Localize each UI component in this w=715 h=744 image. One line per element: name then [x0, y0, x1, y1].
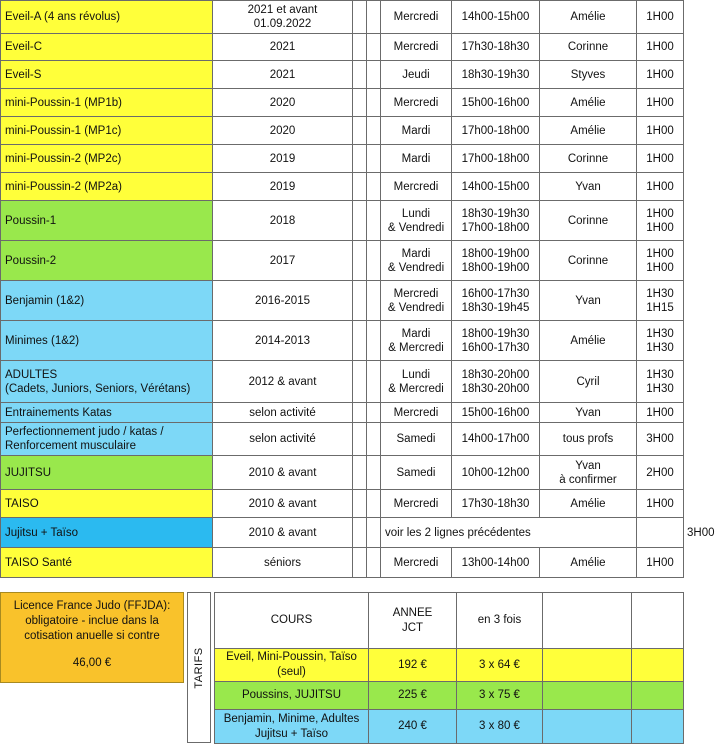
birth-years: 2019	[213, 173, 353, 201]
course-name: mini-Poussin-1 (MP1c)	[1, 117, 213, 145]
time-slot: 18h30-20h00 18h30-20h00	[452, 361, 540, 403]
schedule-row	[1, 34, 684, 61]
schedule-row	[1, 548, 684, 578]
empty-cell	[353, 241, 367, 281]
course-name: Benjamin (1&2)	[1, 281, 213, 321]
schedule-row	[1, 456, 684, 490]
empty-cell	[367, 321, 381, 361]
empty-cell	[367, 173, 381, 201]
empty-cell	[367, 145, 381, 173]
day: Mardi & Vendredi	[381, 241, 452, 281]
duration: 1H00	[637, 1, 684, 34]
schedule-row	[1, 173, 684, 201]
duration: 2H00	[637, 456, 684, 490]
day: Mercredi	[381, 173, 452, 201]
tarif-three-payments: 3 x 75 €	[457, 682, 543, 710]
schedule-row	[1, 490, 684, 518]
time-slot: 13h00-14h00	[452, 548, 540, 578]
empty-cell	[353, 173, 367, 201]
birth-years: 2018	[213, 201, 353, 241]
day: Mardi	[381, 117, 452, 145]
licence-text: Licence France Judo (FFJDA): obligatoire - inclue dans la cotisation anuelle si contre	[13, 600, 171, 642]
course-name: ADULTES (Cadets, Juniors, Seniors, Vérétans)	[1, 361, 213, 403]
day: Jeudi	[381, 61, 452, 89]
teacher: Corinne	[540, 201, 637, 241]
tarif-cours: Eveil, Mini-Poussin, Taïso (seul)	[215, 649, 369, 682]
empty-cell	[353, 321, 367, 361]
course-name: Eveil-A (4 ans révolus)	[1, 1, 213, 34]
empty-cell	[632, 710, 684, 744]
schedule-row	[1, 241, 684, 281]
empty-cell	[353, 117, 367, 145]
tarif-annee: 225 €	[369, 682, 457, 710]
course-name: Eveil-S	[1, 61, 213, 89]
empty-cell	[353, 89, 367, 117]
schedule-row	[1, 281, 684, 321]
empty-cell	[543, 710, 632, 744]
birth-years: 2020	[213, 89, 353, 117]
empty-cell	[353, 281, 367, 321]
tarif-row	[215, 710, 684, 744]
course-name: Entrainements Katas	[1, 403, 213, 423]
day: Mercredi	[381, 1, 452, 34]
empty-cell	[367, 281, 381, 321]
tarifs-empty-cell	[543, 593, 632, 649]
empty-cell	[367, 117, 381, 145]
duration: 1H00	[637, 61, 684, 89]
teacher: tous profs	[540, 423, 637, 456]
empty-cell	[353, 61, 367, 89]
empty-cell	[367, 241, 381, 281]
empty-cell	[353, 403, 367, 423]
licence-amount: 46,00 €	[72, 657, 112, 669]
empty-cell	[367, 361, 381, 403]
course-name: Jujitsu + Taïso	[1, 518, 213, 548]
day: Mercredi	[381, 548, 452, 578]
empty-cell	[367, 423, 381, 456]
duration: 1H00	[637, 145, 684, 173]
day: Mardi & Mercredi	[381, 321, 452, 361]
course-name: Minimes (1&2)	[1, 321, 213, 361]
empty-cell	[353, 490, 367, 518]
time-slot: 16h00-17h30 18h30-19h45	[452, 281, 540, 321]
duration: 1H00	[637, 548, 684, 578]
empty-cell	[367, 548, 381, 578]
teacher: Yvan à confirmer	[540, 456, 637, 490]
teacher: Amélie	[540, 89, 637, 117]
course-name: mini-Poussin-2 (MP2c)	[1, 145, 213, 173]
duration: 1H30 1H30	[637, 361, 684, 403]
empty-cell	[353, 34, 367, 61]
birth-years: 2021 et avant 01.09.2022	[213, 1, 353, 34]
teacher: Yvan	[540, 281, 637, 321]
empty-cell	[367, 518, 381, 548]
schedule-row	[1, 321, 684, 361]
time-slot: 18h30-19h30 17h00-18h00	[452, 201, 540, 241]
duration: 1H00	[637, 173, 684, 201]
teacher: Cyril	[540, 361, 637, 403]
empty-cell	[367, 89, 381, 117]
duration: 1H00	[637, 403, 684, 423]
day: Mercredi	[381, 403, 452, 423]
time-slot: 18h00-19h30 16h00-17h30	[452, 321, 540, 361]
tarifs-table	[214, 592, 684, 744]
day: Lundi & Vendredi	[381, 201, 452, 241]
course-name: mini-Poussin-1 (MP1b)	[1, 89, 213, 117]
course-name: TAISO	[1, 490, 213, 518]
teacher: Amélie	[540, 321, 637, 361]
tarif-annee: 240 €	[369, 710, 457, 744]
tarifs-header-three: en 3 fois	[457, 593, 543, 649]
tarif-three-payments: 3 x 80 €	[457, 710, 543, 744]
tarif-three-payments: 3 x 64 €	[457, 649, 543, 682]
day: Mardi	[381, 145, 452, 173]
duration: 1H00	[637, 490, 684, 518]
schedule-row	[1, 361, 684, 403]
teacher: Corinne	[540, 34, 637, 61]
empty-cell	[367, 1, 381, 34]
duration: 1H30 1H30	[637, 321, 684, 361]
course-name: TAISO Santé	[1, 548, 213, 578]
time-slot: 10h00-12h00	[452, 456, 540, 490]
course-name: Eveil-C	[1, 34, 213, 61]
duration: 1H00 1H00	[637, 241, 684, 281]
tarifs-header-cours: COURS	[215, 593, 369, 649]
duration: 1H00	[637, 117, 684, 145]
course-name: Poussin-2	[1, 241, 213, 281]
birth-years: 2016-2015	[213, 281, 353, 321]
tarif-row	[215, 649, 684, 682]
time-slot: 15h00-16h00	[452, 403, 540, 423]
birth-years: 2010 & avant	[213, 490, 353, 518]
tarifs-header-row	[215, 593, 684, 649]
empty-cell	[367, 403, 381, 423]
birth-years: 2021	[213, 61, 353, 89]
licence-box	[0, 592, 184, 683]
empty-cell	[353, 423, 367, 456]
tarifs-empty-cell	[632, 593, 684, 649]
schedule-row	[1, 1, 684, 34]
empty-cell	[367, 34, 381, 61]
course-name: mini-Poussin-2 (MP2a)	[1, 173, 213, 201]
teacher: Yvan	[540, 173, 637, 201]
birth-years: 2010 & avant	[213, 518, 353, 548]
time-slot: 17h00-18h00	[452, 145, 540, 173]
empty-cell	[543, 682, 632, 710]
empty-cell	[367, 61, 381, 89]
duration: 1H00 1H00	[637, 201, 684, 241]
schedule-row	[1, 403, 684, 423]
time-slot: 15h00-16h00	[452, 89, 540, 117]
duration: 1H00	[637, 34, 684, 61]
duration: 3H00	[637, 423, 684, 456]
teacher: Yvan	[540, 403, 637, 423]
time-slot: 17h00-18h00	[452, 117, 540, 145]
day: Samedi	[381, 423, 452, 456]
duration: 1H00	[637, 89, 684, 117]
course-name: JUJITSU	[1, 456, 213, 490]
teacher: Corinne	[540, 241, 637, 281]
tarif-cours: Poussins, JUJITSU	[215, 682, 369, 710]
teacher: Amélie	[540, 117, 637, 145]
birth-years: 2012 & avant	[213, 361, 353, 403]
merged-note: voir les 2 lignes précédentes	[381, 518, 637, 548]
duration: 1H30 1H15	[637, 281, 684, 321]
schedule-row	[1, 89, 684, 117]
schedule-row: Jujitsu + Taïso 2010 & avant voir les 2 lignes précédentes 3H00	[1, 518, 684, 548]
birth-years: selon activité	[213, 423, 353, 456]
day: Mercredi	[381, 490, 452, 518]
birth-years: 2014-2013	[213, 321, 353, 361]
empty-cell	[632, 649, 684, 682]
schedule-row	[1, 61, 684, 89]
teacher: Corinne	[540, 145, 637, 173]
birth-years: séniors	[213, 548, 353, 578]
day: Mercredi & Vendredi	[381, 281, 452, 321]
teacher: Amélie	[540, 548, 637, 578]
time-slot: 14h00-15h00	[452, 1, 540, 34]
empty-cell	[353, 201, 367, 241]
teacher: Styves	[540, 61, 637, 89]
time-slot: 18h00-19h00 18h00-19h00	[452, 241, 540, 281]
birth-years: 2020	[213, 117, 353, 145]
empty-cell	[637, 518, 684, 548]
schedule-row	[1, 117, 684, 145]
empty-cell	[632, 682, 684, 710]
day: Lundi & Mercredi	[381, 361, 452, 403]
tarifs-header-annee: ANNEE JCT	[369, 593, 457, 649]
empty-cell	[367, 490, 381, 518]
empty-cell	[353, 145, 367, 173]
birth-years: 2017	[213, 241, 353, 281]
birth-years: 2019	[213, 145, 353, 173]
day: Mercredi	[381, 89, 452, 117]
day: Mercredi	[381, 34, 452, 61]
time-slot: 18h30-19h30	[452, 61, 540, 89]
birth-years: selon activité	[213, 403, 353, 423]
schedule-row	[1, 423, 684, 456]
birth-years: 2021	[213, 34, 353, 61]
empty-cell	[353, 1, 367, 34]
empty-cell	[353, 456, 367, 490]
tarif-row	[215, 682, 684, 710]
empty-cell	[543, 649, 632, 682]
tarif-annee: 192 €	[369, 649, 457, 682]
day: Samedi	[381, 456, 452, 490]
tarifs-side-label	[187, 592, 211, 743]
birth-years: 2010 & avant	[213, 456, 353, 490]
course-name: Perfectionnement judo / katas / Renforcement musculaire	[1, 423, 213, 456]
time-slot: 17h30-18h30	[452, 490, 540, 518]
course-name: Poussin-1	[1, 201, 213, 241]
time-slot: 14h00-15h00	[452, 173, 540, 201]
empty-cell	[353, 548, 367, 578]
empty-cell	[367, 456, 381, 490]
teacher: Amélie	[540, 490, 637, 518]
time-slot: 17h30-18h30	[452, 34, 540, 61]
empty-cell	[353, 518, 367, 548]
schedule-row	[1, 145, 684, 173]
schedule-row	[1, 201, 684, 241]
time-slot: 14h00-17h00	[452, 423, 540, 456]
tarifs-label-text: TARIFS	[193, 646, 205, 689]
tarif-cours: Benjamin, Minime, Adultes Jujitsu + Taïso	[215, 710, 369, 744]
teacher: Amélie	[540, 1, 637, 34]
empty-cell	[353, 361, 367, 403]
empty-cell	[367, 201, 381, 241]
